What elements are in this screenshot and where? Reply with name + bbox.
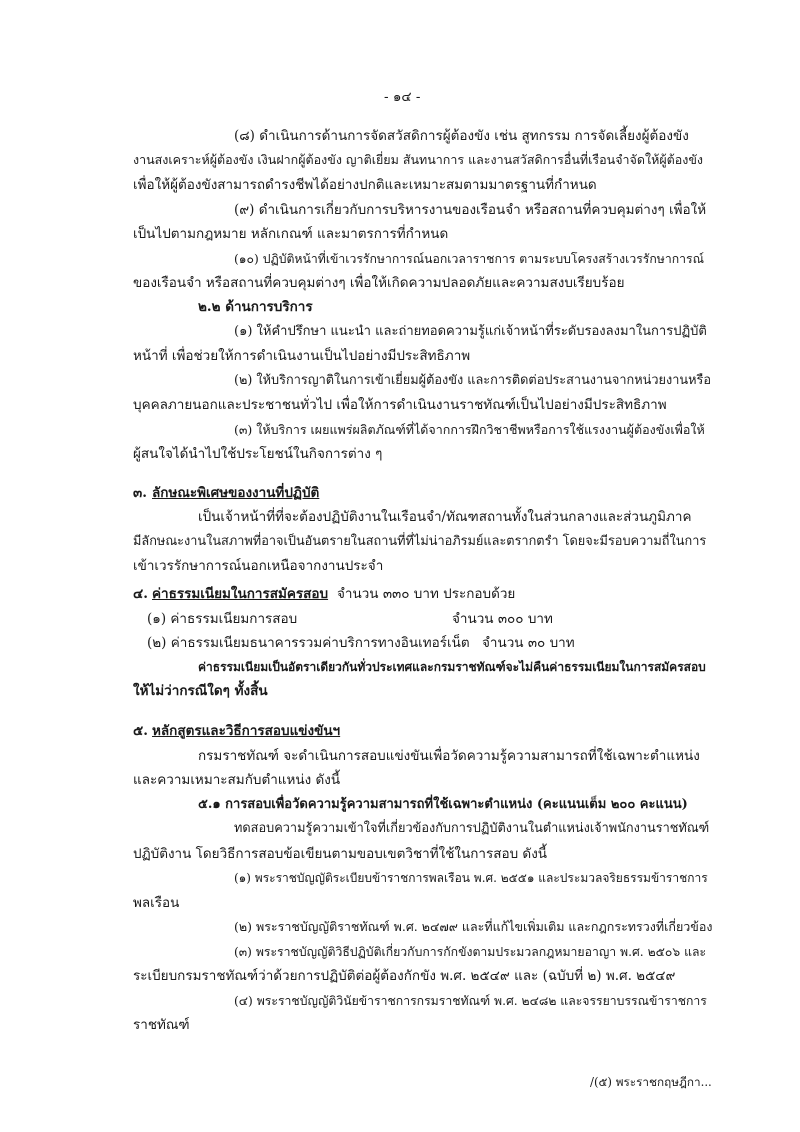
- continuation-note: /(๕) พระราชกฤษฎีกา...: [590, 1075, 712, 1089]
- service-2-line-1: (๒) ให้บริการญาติในการเข้าเยี่ยมผู้ต้องขัง และการติดต่อประสานงานจากหน่วยงานหรือ: [234, 373, 712, 388]
- service-2-line-2: บุคคลภายนอกและประชาชนทั่วไป เพื่อให้การดำเนินงานราชทัณฑ์เป็นไปอย่างมีประสิทธิภาพ: [133, 397, 667, 413]
- section-3-line-2: มีลักษณะงานในสภาพที่อาจเป็นอันตรายในสถานที่ที่ไม่น่าอภิรมย์และตรากตรำ โดยจะมีรอบความถี่ในการ: [133, 534, 707, 549]
- item-9-line-1: (๙) ดำเนินการเกี่ยวกับการบริหารงานของเรือนจำ หรือสถานที่ควบคุมต่างๆ เพื่อให้: [234, 202, 707, 218]
- item-8-line-2: งานสงเคราะห์ผู้ต้องขัง เงินฝากผู้ต้องขัง ญาติเยี่ยม สันทนาการ และงานสวัสดิการอื่นที่เรือนจำจัดให้ผู้ต้องขัง: [133, 152, 704, 167]
- item-10-line-1: (๑๐) ปฏิบัติหน้าที่เข้าเวรรักษาการณ์นอกเวลาราชการ ตามระบบโครงสร้างเวรรักษาการณ์: [234, 252, 704, 266]
- service-1-line-2: หน้าที่ เพื่อช่วยให้การดำเนินงานเป็นไปอย่างมีประสิทธิภาพ: [133, 348, 471, 364]
- section-5-title: หลักสูตรและวิธีการสอบแข่งขันฯ: [152, 723, 341, 739]
- item-9-line-2: เป็นไปตามกฎหมาย หลักเกณฑ์ และมาตรการที่กำหนด: [133, 226, 449, 242]
- section-4-title: ค่าธรรมเนียมในการสมัครสอบ: [152, 586, 329, 602]
- section-5-1-heading: ๕.๑ การสอบเพื่อวัดความรู้ความสามารถที่ใช้เฉพาะตำแหน่ง (คะแนนเต็ม ๒๐๐ คะแนน): [198, 797, 688, 812]
- law-4-line-1: (๔) พระราชบัญญัติวินัยข้าราชการกรมราชทัณฑ์ พ.ศ. ๒๔๘๒ และจรรยาบรรณข้าราชการ: [234, 994, 707, 1008]
- section-3-title: ลักษณะพิเศษของงานที่ปฏิบัติ: [152, 485, 320, 501]
- exam-intro-line-2: ปฏิบัติงาน โดยวิธีการสอบข้อเขียนตามขอบเขตวิชาที่ใช้ในการสอบ ดังนี้: [133, 846, 548, 862]
- fee-note-line-1: ค่าธรรมเนียมเป็นอัตราเดียวกันทั่วประเทศและกรมราชทัณฑ์จะไม่คืนค่าธรรมเนียมในการสมัครสอบ: [198, 660, 706, 674]
- item-10-line-2: ของเรือนจำ หรือสถานที่ควบคุมต่างๆ เพื่อให้เกิดความปลอดภัยและความสงบเรียบร้อย: [133, 275, 625, 291]
- section-4-title-rest: จำนวน ๓๓๐ บาท ประกอบด้วย: [337, 586, 516, 602]
- page-number: - ๑๔ -: [384, 89, 421, 105]
- exam-intro-line-1: ทดสอบความรู้ความเข้าใจที่เกี่ยวข้องกับการปฏิบัติงานในตำแหน่งเจ้าพนักงานราชทัณฑ์: [234, 821, 710, 836]
- section-4-number: ๔.: [133, 586, 148, 602]
- section-5-line-1: กรมราชทัณฑ์ จะดำเนินการสอบแข่งขันเพื่อวัดความรู้ความสามารถที่ใช้เฉพาะตำแหน่ง: [198, 748, 700, 764]
- section-5-number: ๕.: [133, 723, 148, 739]
- fee-2-label: (๒) ค่าธรรมเนียมธนาคารรวมค่าบริการทางอินเทอร์เน็ต: [147, 635, 470, 651]
- law-1-line-2: พลเรือน: [133, 895, 180, 911]
- section-3-number: ๓.: [133, 485, 147, 501]
- section-5-line-2: และความเหมาะสมกับตำแหน่ง ดังนี้: [133, 772, 341, 788]
- service-3-line-1: (๓) ให้บริการ เผยแพร่ผลิตภัณฑ์ที่ได้จากการฝึกวิชาชีพหรือการใช้แรงงานผู้ต้องขังเพื่อให้: [234, 422, 705, 437]
- fee-1-amount: จำนวน ๓๐๐ บาท: [452, 611, 553, 627]
- law-2-line-1: (๒) พระราชบัญญัติราชทัณฑ์ พ.ศ. ๒๔๗๙ และที่แก้ไขเพิ่มเติม และกฎกระทรวงที่เกี่ยวข้อง: [234, 919, 713, 934]
- service-3-line-2: ผู้สนใจได้นำไปใช้ประโยชน์ในกิจการต่าง ๆ: [133, 446, 383, 462]
- item-8-line-3: เพื่อให้ผู้ต้องขังสามารถดำรงชีพได้อย่างปกติและเหมาะสมตามมาตรฐานที่กำหนด: [133, 177, 597, 193]
- section-2-2-heading: ๒.๒ ด้านการบริการ: [198, 299, 313, 315]
- fee-note-line-2: ให้ไม่ว่ากรณีใดๆ ทั้งสิ้น: [133, 683, 268, 699]
- item-8-line-1: (๘) ดำเนินการด้านการจัดสวัสดิการผู้ต้องขัง เช่น สูทกรรม การจัดเลี้ยงผู้ต้องขัง: [234, 128, 689, 144]
- law-3-line-1: (๓) พระราชบัญญัติวิธีปฏิบัติเกี่ยวกับการกักขังตามประมวลกฎหมายอาญา พ.ศ. ๒๕๐๖ และ: [234, 945, 707, 959]
- fee-1-label: (๑) ค่าธรรมเนียมการสอบ: [147, 611, 298, 627]
- law-1-line-1: (๑) พระราชบัญญัติระเบียบข้าราชการพลเรือน พ.ศ. ๒๕๕๑ และประมวลจริยธรรมข้าราชการ: [234, 871, 708, 885]
- law-3-line-2: ระเบียบกรมราชทัณฑ์ว่าด้วยการปฏิบัติต่อผู้ต้องกักขัง พ.ศ. ๒๕๔๙ และ (ฉบับที่ ๒) พ.ศ. ๒๕๔๙: [133, 968, 676, 984]
- law-4-line-2: ราชทัณฑ์: [133, 1017, 190, 1033]
- section-3-line-1: เป็นเจ้าหน้าที่ที่จะต้องปฏิบัติงานในเรือนจำ/ทัณฑสถานทั้งในส่วนกลางและส่วนภูมิภาค: [198, 509, 692, 525]
- service-1-line-1: (๑) ให้คำปรึกษา แนะนำ และถ่ายทอดความรู้แก่เจ้าหน้าที่ระดับรองลงมาในการปฏิบัติ: [234, 324, 707, 339]
- fee-2-amount: จำนวน ๓๐ บาท: [482, 635, 575, 651]
- section-3-line-3: เข้าเวรรักษาการณ์นอกเหนือจากงานประจำ: [133, 558, 384, 574]
